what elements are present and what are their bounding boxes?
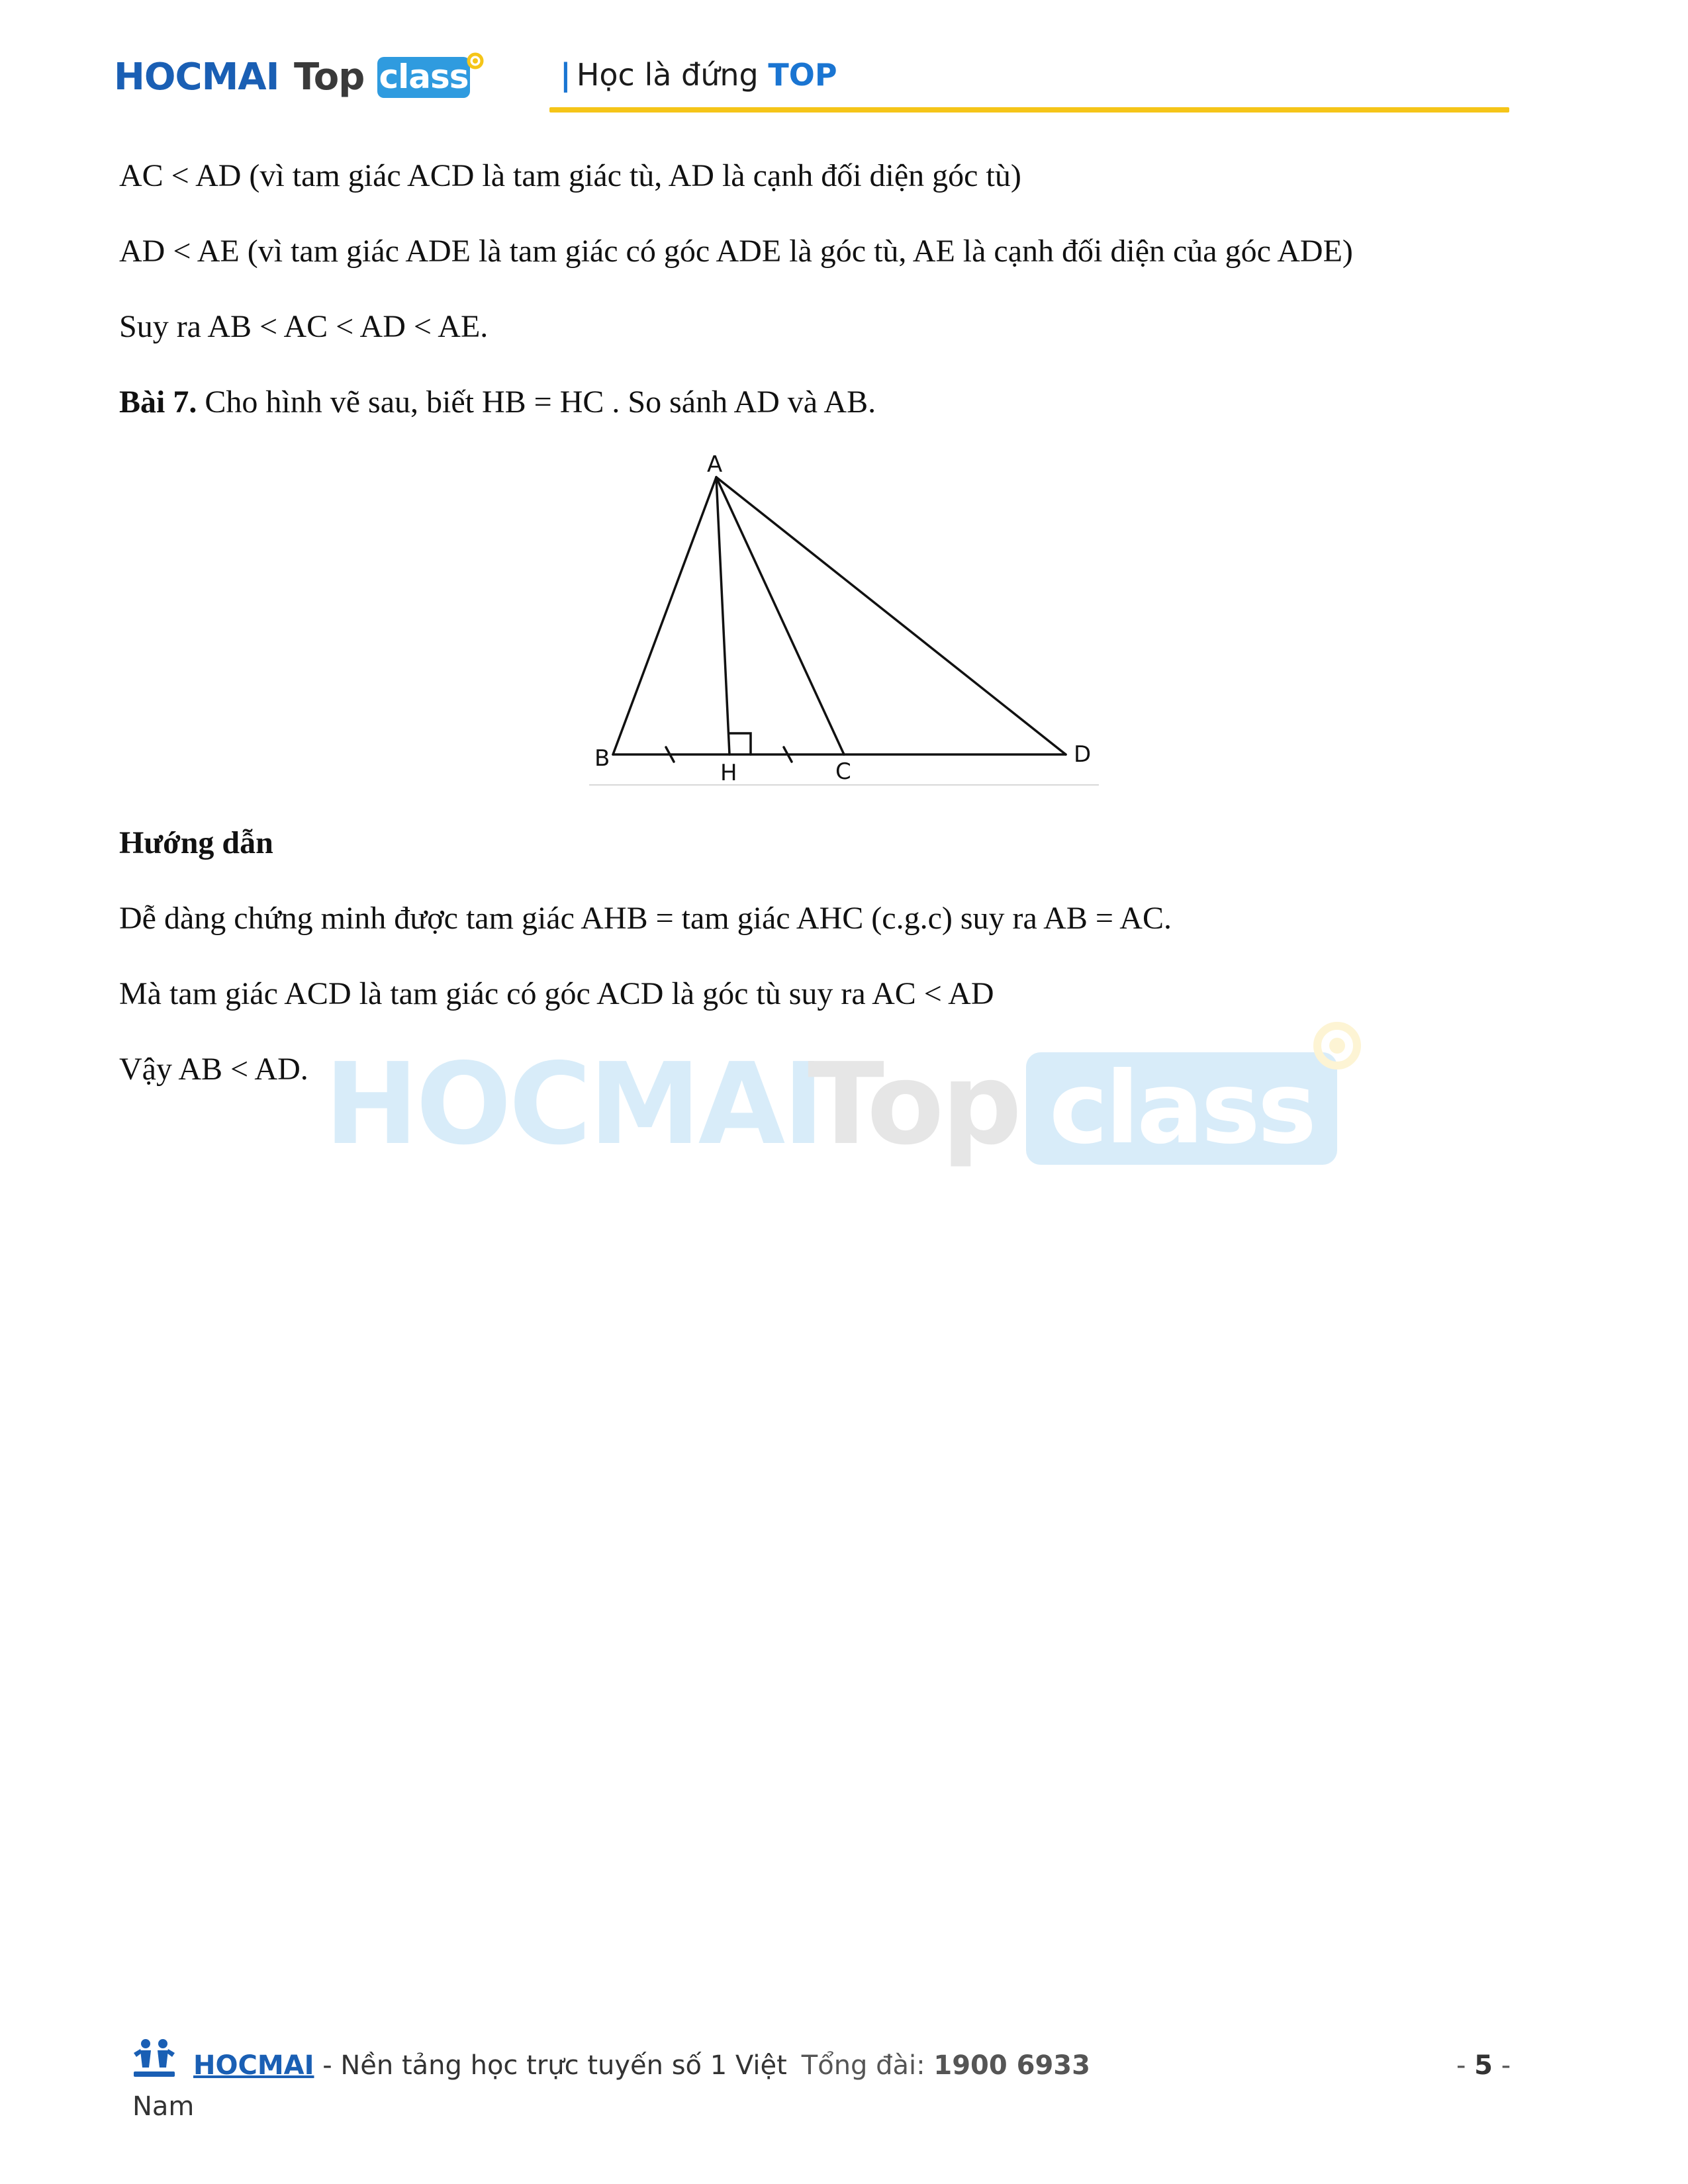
page-number <box>1456 2050 1511 2081</box>
header-tagline <box>560 57 837 93</box>
logo-top-text: Top <box>294 56 365 99</box>
watermark-top: Top <box>808 1039 1019 1170</box>
watermark-hocmai: HOCMAI <box>324 1039 822 1170</box>
tagline-bar: | <box>560 57 571 93</box>
segment-ab <box>613 477 716 754</box>
hocmai-people-icon <box>131 2037 177 2081</box>
logo-class-badge: class <box>377 57 470 98</box>
footer-hotline-label: Tổng đài: <box>801 2050 934 2081</box>
body-line-2: AD < AE (vì tam giác ADE là tam giác có góc ADE là góc tù, AE là cạnh đối diện của góc ADE) <box>119 234 1353 269</box>
label-d: D <box>1074 741 1092 768</box>
right-angle-mark <box>729 733 751 754</box>
footer-brand-link[interactable]: HOCMAI <box>193 2050 314 2081</box>
exercise-statement <box>119 384 876 420</box>
guide-heading: Hướng dẫn <box>119 825 273 860</box>
footer-slogan: - Nền tảng học trực tuyến số 1 Việt <box>314 2050 787 2081</box>
label-b: B <box>594 745 610 772</box>
page-prefix: - <box>1456 2050 1475 2081</box>
triangle-figure <box>589 451 1099 794</box>
triangle-diagram <box>589 457 1099 794</box>
footer-text <box>193 2050 1090 2081</box>
guide-line-1: Dễ dàng chứng minh được tam giác AHB = tam giác AHC (c.g.c) suy ra AB = AC. <box>119 901 1172 936</box>
page-number-value: 5 <box>1474 2050 1493 2081</box>
label-a: A <box>707 451 723 478</box>
logo-hocmai-text: HOCMAI <box>114 56 279 99</box>
footer-slogan-continued: Nam <box>132 2091 195 2122</box>
exercise-text: Cho hình vẽ sau, biết HB = HC . So sánh AD và AB. <box>197 385 876 420</box>
footer-hotline: 1900 6933 <box>933 2050 1090 2081</box>
body-line-3: Suy ra AB < AC < AD < AE. <box>119 309 489 344</box>
page-suffix: - <box>1493 2050 1511 2081</box>
tagline-emphasis: TOP <box>768 57 837 93</box>
header-divider <box>549 107 1509 113</box>
guide-line-2: Mà tam giác ACD là tam giác có góc ACD là góc tù suy ra AC < AD <box>119 976 994 1011</box>
segment-ac <box>716 477 844 754</box>
segment-ah <box>716 477 729 754</box>
watermark-sun-icon <box>1304 1013 1370 1079</box>
label-c: C <box>835 758 851 785</box>
sun-icon <box>462 48 489 74</box>
body-line-1: AC < AD (vì tam giác ACD là tam giác tù, AD là cạnh đối diện góc tù) <box>119 158 1021 193</box>
segment-ad <box>716 477 1066 754</box>
exercise-label: Bài 7. <box>119 385 197 420</box>
watermark-class: class <box>1026 1052 1337 1165</box>
label-h: H <box>720 760 737 786</box>
watermark <box>324 1013 1370 1171</box>
guide-line-3: Vậy AB < AD. <box>119 1052 308 1087</box>
tagline-text: Học là đứng <box>576 57 769 93</box>
